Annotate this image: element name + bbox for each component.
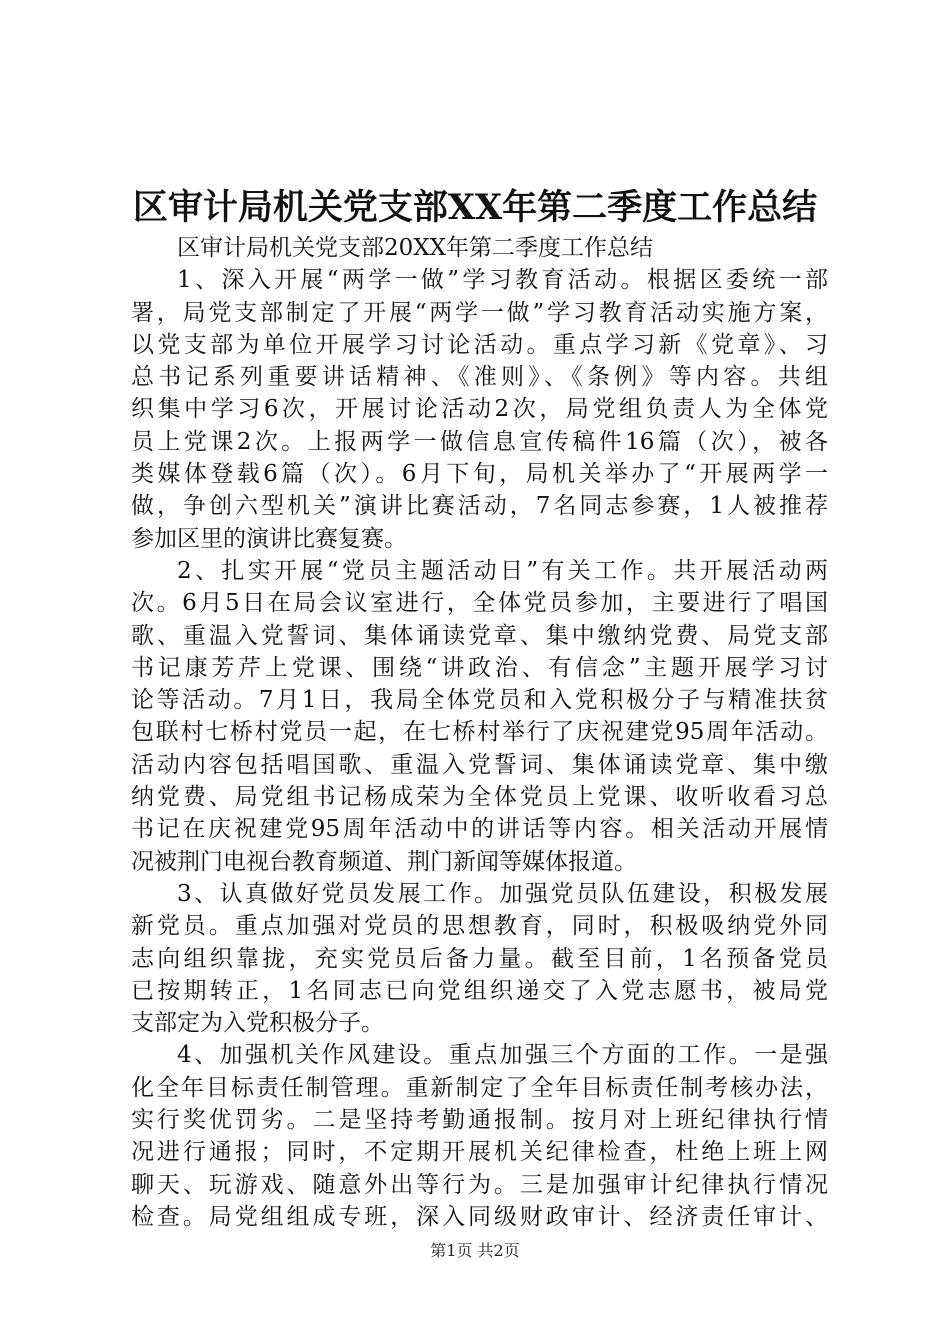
text-line: 化全年目标责任制管理。重新制定了全年目标责任制考核办法， (131, 1074, 828, 1101)
text-line: 织集中学习6次，开展讨论活动2次，局党组负责人为全体党 (131, 396, 828, 423)
text-line: 活动内容包括唱国歌、重温入党誓词、集体诵读党章、集中缴 (131, 751, 828, 778)
text-line: 新党员。重点加强对党员的思想教育，同时，积极吸纳党外同 (131, 913, 828, 940)
text-line: 聊天、玩游戏、随意外出等行为。三是加强审计纪律执行情况 (131, 1171, 828, 1198)
text-line: 支部定为入党积极分子。 (131, 1010, 384, 1037)
text-line: 员上党课2次。上报两学一做信息宣传稿件16篇（次），被各 (131, 428, 828, 455)
text-line: 次。6月5日在局会议室进行，全体党员参加，主要进行了唱国 (131, 590, 828, 617)
text-line: 1、深入开展“两学一做”学习教育活动。根据区委统一部 (177, 267, 828, 294)
text-line: 做，争创六型机关”演讲比赛活动，7名同志参赛，1人被推荐 (131, 493, 828, 520)
text-line: 类媒体登载6篇（次）。6月下旬，局机关举办了“开展两学一 (131, 461, 828, 488)
body-paragraph (131, 878, 828, 1039)
text-line: 总书记系列重要讲话精神、《准则》、《条例》等内容。共组 (131, 364, 828, 391)
text-line: 包联村七桥村党员一起，在七桥村举行了庆祝建党95周年活动。 (131, 719, 828, 746)
text-line: 歌、重温入党誓词、集体诵读党章、集中缴纳党费、局党支部 (131, 622, 828, 649)
text-line: 实行奖优罚劣。二是坚持考勤通报制。按月对上班纪律执行情 (131, 1107, 828, 1134)
text-line: 况进行通报；同时，不定期开展机关纪律检查，杜绝上班上网 (131, 1139, 828, 1166)
text-line: 2、扎实开展“党员主题活动日”有关工作。共开展活动两 (177, 557, 828, 584)
text-line: 论等活动。7月1日，我局全体党员和入党积极分子与精准扶贫 (131, 687, 828, 714)
text-line: 志向组织靠拢，充实党员后备力量。截至目前，1名预备党员 (131, 945, 828, 972)
text-line: 况被荆门电视台教育频道、荆门新闻等媒体报道。 (131, 848, 637, 875)
text-line: 区审计局机关党支部20XX年第二季度工作总结 (177, 235, 654, 261)
text-line: 检查。局党组组成专班，深入同级财政审计、经济责任审计、 (131, 1203, 828, 1230)
document-body (131, 232, 828, 1233)
text-line: 3、认真做好党员发展工作。加强党员队伍建设，积极发展 (177, 880, 828, 907)
page-number-footer: 第1页 共2页 (430, 1241, 520, 1260)
document-title: 区审计局机关党支部XX年第二季度工作总结 (132, 187, 818, 228)
body-paragraph (131, 555, 828, 878)
text-line: 书记在庆祝建党95周年活动中的讲话等内容。相关活动开展情 (131, 816, 828, 843)
text-line: 书记康芳芹上党课、围绕“讲政治、有信念”主题开展学习讨 (131, 654, 828, 681)
document-subtitle-paragraph (131, 232, 828, 264)
text-line: 署，局党支部制定了开展“两学一做”学习教育活动实施方案， (131, 299, 828, 326)
text-line: 以党支部为单位开展学习讨论活动。重点学习新《党章》、习 (131, 331, 828, 358)
text-line: 已按期转正，1名同志已向党组织递交了入党志愿书，被局党 (131, 977, 828, 1004)
body-paragraph (131, 1039, 828, 1233)
text-line: 参加区里的演讲比赛复赛。 (131, 525, 407, 552)
text-line: 4、加强机关作风建设。重点加强三个方面的工作。一是强 (177, 1042, 828, 1069)
text-line: 纳党费、局党组书记杨成荣为全体党员上党课、收听收看习总 (131, 784, 828, 811)
body-paragraph (131, 264, 828, 555)
